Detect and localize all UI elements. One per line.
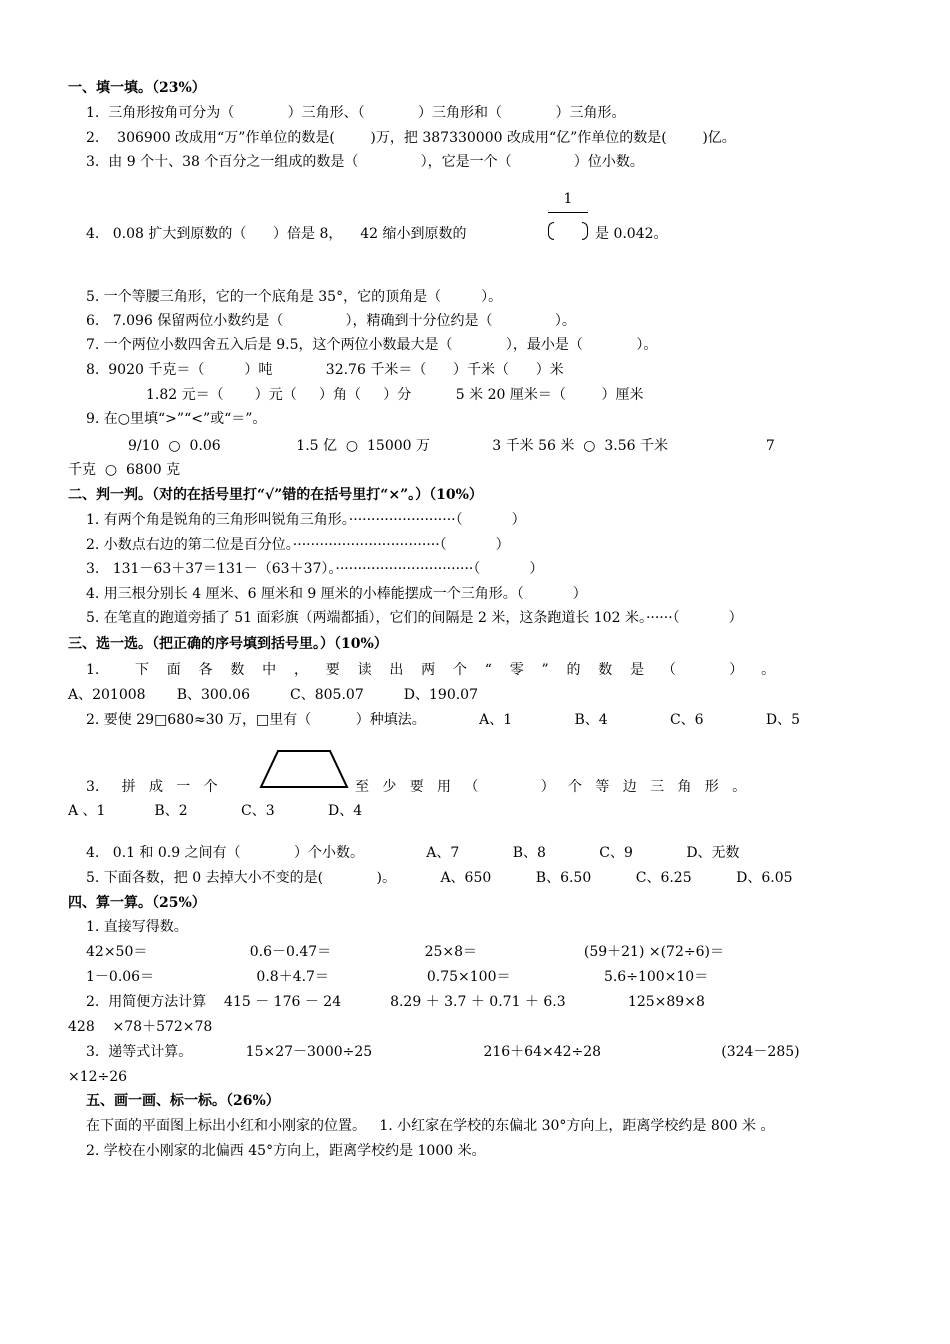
s1-question-4-part-a: 4. 0.08 扩大到原数的（ ）倍是 8， 42 缩小到原数的 [86, 226, 467, 242]
s3-question-4: 4. 0.1 和 0.9 之间有（ ）个小数。 A、7 B、8 C、9 D、无数 [86, 845, 740, 861]
s3-question-3-options: A 、1 B、2 C、3 D、4 [68, 803, 363, 819]
s1-question-3: 3. 由 9 个十、38 个百分之一组成的数是（ ），它是一个（ ）位小数。 [86, 154, 644, 170]
s3-question-3-part-b: 至 少 要 用 （ ） 个 等 边 三 角 形 。 [355, 779, 747, 795]
s1-question-8-line-1: 8. 9020 千克＝（ ）吨 32.76 千米＝（ ）千米（ ）米 [86, 362, 564, 378]
s4-row-1: 42×50＝ 0.6－0.47＝ 25×8＝ (59＋21) ×(72÷6)＝ [86, 944, 724, 960]
s4-question-2-line-2: 428 ×78＋572×78 [68, 1019, 213, 1035]
s1-question-2: 2. 306900 改成用“万”作单位的数是( )万，把 387330000 改成用“亿”作单位的数是( )亿。 [86, 130, 736, 146]
s5-line-2: 2. 学校在小刚家的北偏西 45°方向上，距离学校约是 1000 米。 [86, 1143, 486, 1159]
s3-question-1: 1. 下 面 各 数 中 ， 要 读 出 两 个 “ 零 ” 的 数 是 （ ） 。 [86, 662, 776, 678]
section-3-title: 三、选一选。（把正确的序号填到括号里。）（10%） [68, 636, 388, 652]
s2-question-2: 2. 小数点右边的第二位是百分位。·································（ ） [86, 537, 510, 553]
fraction-numerator: 1 [563, 191, 573, 207]
section-2-title: 二、判一判。（对的在括号里打“√”错的在括号里打“×”。）（10%） [68, 487, 483, 503]
section-1-title: 一、填一填。（23%） [68, 80, 206, 96]
s3-question-5: 5. 下面各数，把 0 去掉大小不变的是( )。 A、650 B、6.50 C、6.25 D、6.05 [86, 870, 793, 886]
s5-line-1: 在下面的平面图上标出小红和小刚家的位置。 1. 小红家在学校的东偏北 30°方向上，距离学校约是 800 米 。 [86, 1118, 775, 1134]
s2-question-4: 4. 用三根分别长 4 厘米、6 厘米和 9 厘米的小棒能摆成一个三角形。（ ） [86, 586, 587, 602]
s2-question-1: 1. 有两个角是锐角的三角形叫锐角三角形。························（ ） [86, 512, 526, 528]
s3-question-2: 2. 要使 29□680≈30 万，□里有（ ）种填法。 A、1 B、4 C、6 D、5 [86, 712, 801, 728]
s1-question-1: 1. 三角形按角可分为（ ）三角形、（ ）三角形和（ ）三角形。 [86, 105, 626, 121]
s1-question-7: 7. 一个两位小数四舍五入后是 9.5，这个两位小数最大是（ ），最小是（ ）。 [86, 337, 658, 353]
s4-question-2: 2. 用简便方法计算 415 － 176 － 24 8.29 ＋ 3.7 ＋ 0.71 ＋ 6.3 125×89×8 [86, 994, 705, 1010]
s1-question-9-line-1: 9/10 ○ 0.06 1.5 亿 ○ 15000 万 3 千米 56 米 ○ 3.56 千米 7 [128, 438, 775, 454]
s2-question-3: 3. 131－63＋37＝131－（63＋37）。·······························（ ） [86, 561, 544, 577]
section-5-title: 五、画一画、标一标。（26%） [86, 1093, 280, 1109]
fraction-denominator-blank [548, 222, 588, 240]
s1-question-8-line-2: 1.82 元＝（ ）元（ ）角（ ）分 5 米 20 厘米＝（ ）厘米 [146, 387, 644, 403]
s1-question-6: 6. 7.096 保留两位小数约是（ ），精确到十分位约是（ ）。 [86, 313, 576, 329]
section-4-title: 四、算一算。（25%） [68, 895, 206, 911]
s4-question-3-line-2: ×12÷26 [68, 1069, 128, 1085]
s1-question-9-line-2: 千克 ○ 6800 克 [68, 462, 181, 478]
s1-question-5: 5. 一个等腰三角形，它的一个底角是 35°，它的顶角是（ ）。 [86, 289, 503, 305]
s4-question-1: 1. 直接写得数。 [86, 919, 188, 935]
fraction-bar [548, 212, 588, 213]
s4-row-2: 1－0.06＝ 0.8＋4.7＝ 0.75×100＝ 5.6÷100×10＝ [86, 969, 709, 985]
s3-question-3-part-a: 3. 拼 成 一 个 [86, 779, 218, 795]
s2-question-5: 5. 在笔直的跑道旁插了 51 面彩旗（两端都插），它们的间隔是 2 米，这条跑道长 102 米。······（ ） [86, 610, 743, 626]
trapezoid-figure [258, 749, 350, 789]
s1-question-9: 9. 在○里填“>”“<”或“＝”。 [86, 411, 267, 427]
s4-question-3: 3. 递等式计算。 15×27－3000÷25 216＋64×42÷28 (324－285) [86, 1044, 800, 1060]
s3-question-1-options: A、201008 B、300.06 C、805.07 D、190.07 [68, 687, 478, 703]
s1-question-4-part-b: 是 0.042。 [595, 226, 668, 242]
